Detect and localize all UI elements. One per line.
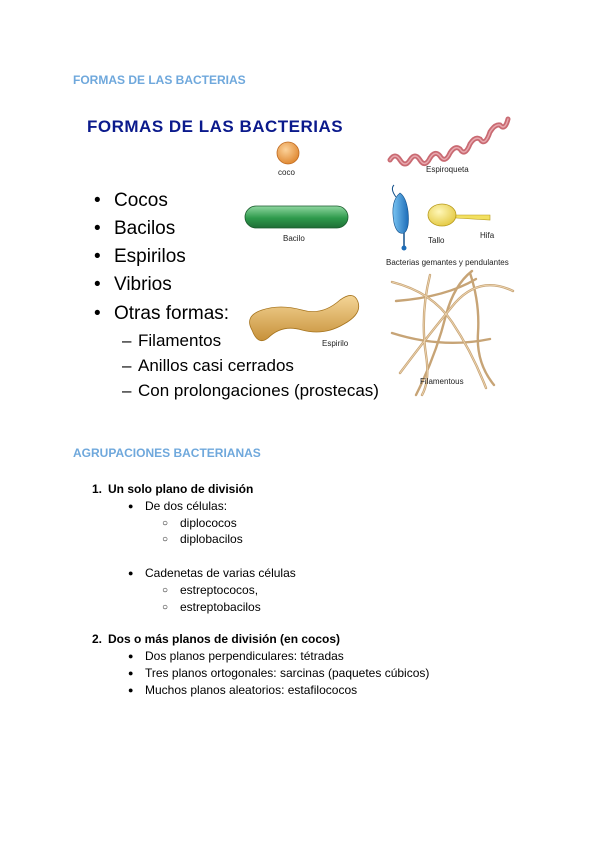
sub-bullet-prolongaciones: – Con prolongaciones (prostecas) bbox=[122, 381, 379, 401]
list-item: ○ diplobacilos bbox=[162, 532, 243, 546]
figure-title: FORMAS DE LAS BACTERIAS bbox=[87, 117, 344, 136]
list-item-title: Dos o más planos de división (en cocos) bbox=[108, 632, 341, 646]
hifa-cell bbox=[428, 204, 456, 226]
caption-espiroqueta: Espiroqueta bbox=[426, 165, 469, 174]
sub-bullet-filamentos: – Filamentos bbox=[122, 331, 221, 351]
caption-tallo: Tallo bbox=[428, 236, 445, 245]
section-heading-agrupaciones: AGRUPACIONES BACTERIANAS bbox=[73, 446, 261, 460]
list-item: ● Cadenetas de varias células bbox=[128, 566, 296, 580]
bullet-bacilos: • Bacilos bbox=[94, 218, 175, 240]
list-number: 1. bbox=[92, 482, 103, 496]
espirilo-cell bbox=[250, 295, 359, 340]
tallo-cell bbox=[393, 193, 409, 233]
caption-gemantes: Bacterias gemantes y pendulantes bbox=[386, 258, 509, 267]
list-item-title: Un solo plano de división bbox=[108, 482, 254, 496]
caption-coco: coco bbox=[278, 168, 295, 177]
sub-bullet-anillos: – Anillos casi cerrados bbox=[122, 356, 294, 376]
list-item: ● Dos planos perpendiculares: tétradas bbox=[128, 649, 344, 663]
caption-espirilo: Espirilo bbox=[322, 339, 349, 348]
caption-bacilo: Bacilo bbox=[283, 234, 305, 243]
list-item: ○ estreptobacilos bbox=[162, 600, 261, 614]
caption-hifa: Hifa bbox=[480, 231, 495, 240]
bullet-cocos: • Cocos bbox=[94, 190, 168, 212]
bullet-espirilos: • Espirilos bbox=[94, 246, 186, 268]
caption-filamentous: Filamentous bbox=[420, 377, 464, 386]
list-number: 2. bbox=[92, 632, 103, 646]
list-item-dos-planos bbox=[92, 632, 340, 646]
list-item: ● De dos células: bbox=[128, 499, 227, 513]
list-item: ○ diplococos bbox=[162, 516, 237, 530]
bacteria-shapes-figure bbox=[70, 105, 540, 415]
list-item: ○ estreptococos, bbox=[162, 583, 258, 597]
bullet-vibrios: • Vibrios bbox=[94, 274, 172, 296]
espiroqueta-cell bbox=[390, 119, 508, 164]
list-item: ● Muchos planos aleatorios: estafilococos bbox=[128, 683, 357, 697]
bacilo-cell bbox=[245, 206, 348, 228]
coco-cell bbox=[277, 142, 299, 164]
section-heading-formas: FORMAS DE LAS BACTERIAS bbox=[73, 73, 246, 87]
bullet-otras-formas: • Otras formas: bbox=[94, 303, 229, 325]
list-item: ● Tres planos ortogonales: sarcinas (paquetes cúbicos) bbox=[128, 666, 429, 680]
list-item-un-plano bbox=[92, 482, 253, 496]
